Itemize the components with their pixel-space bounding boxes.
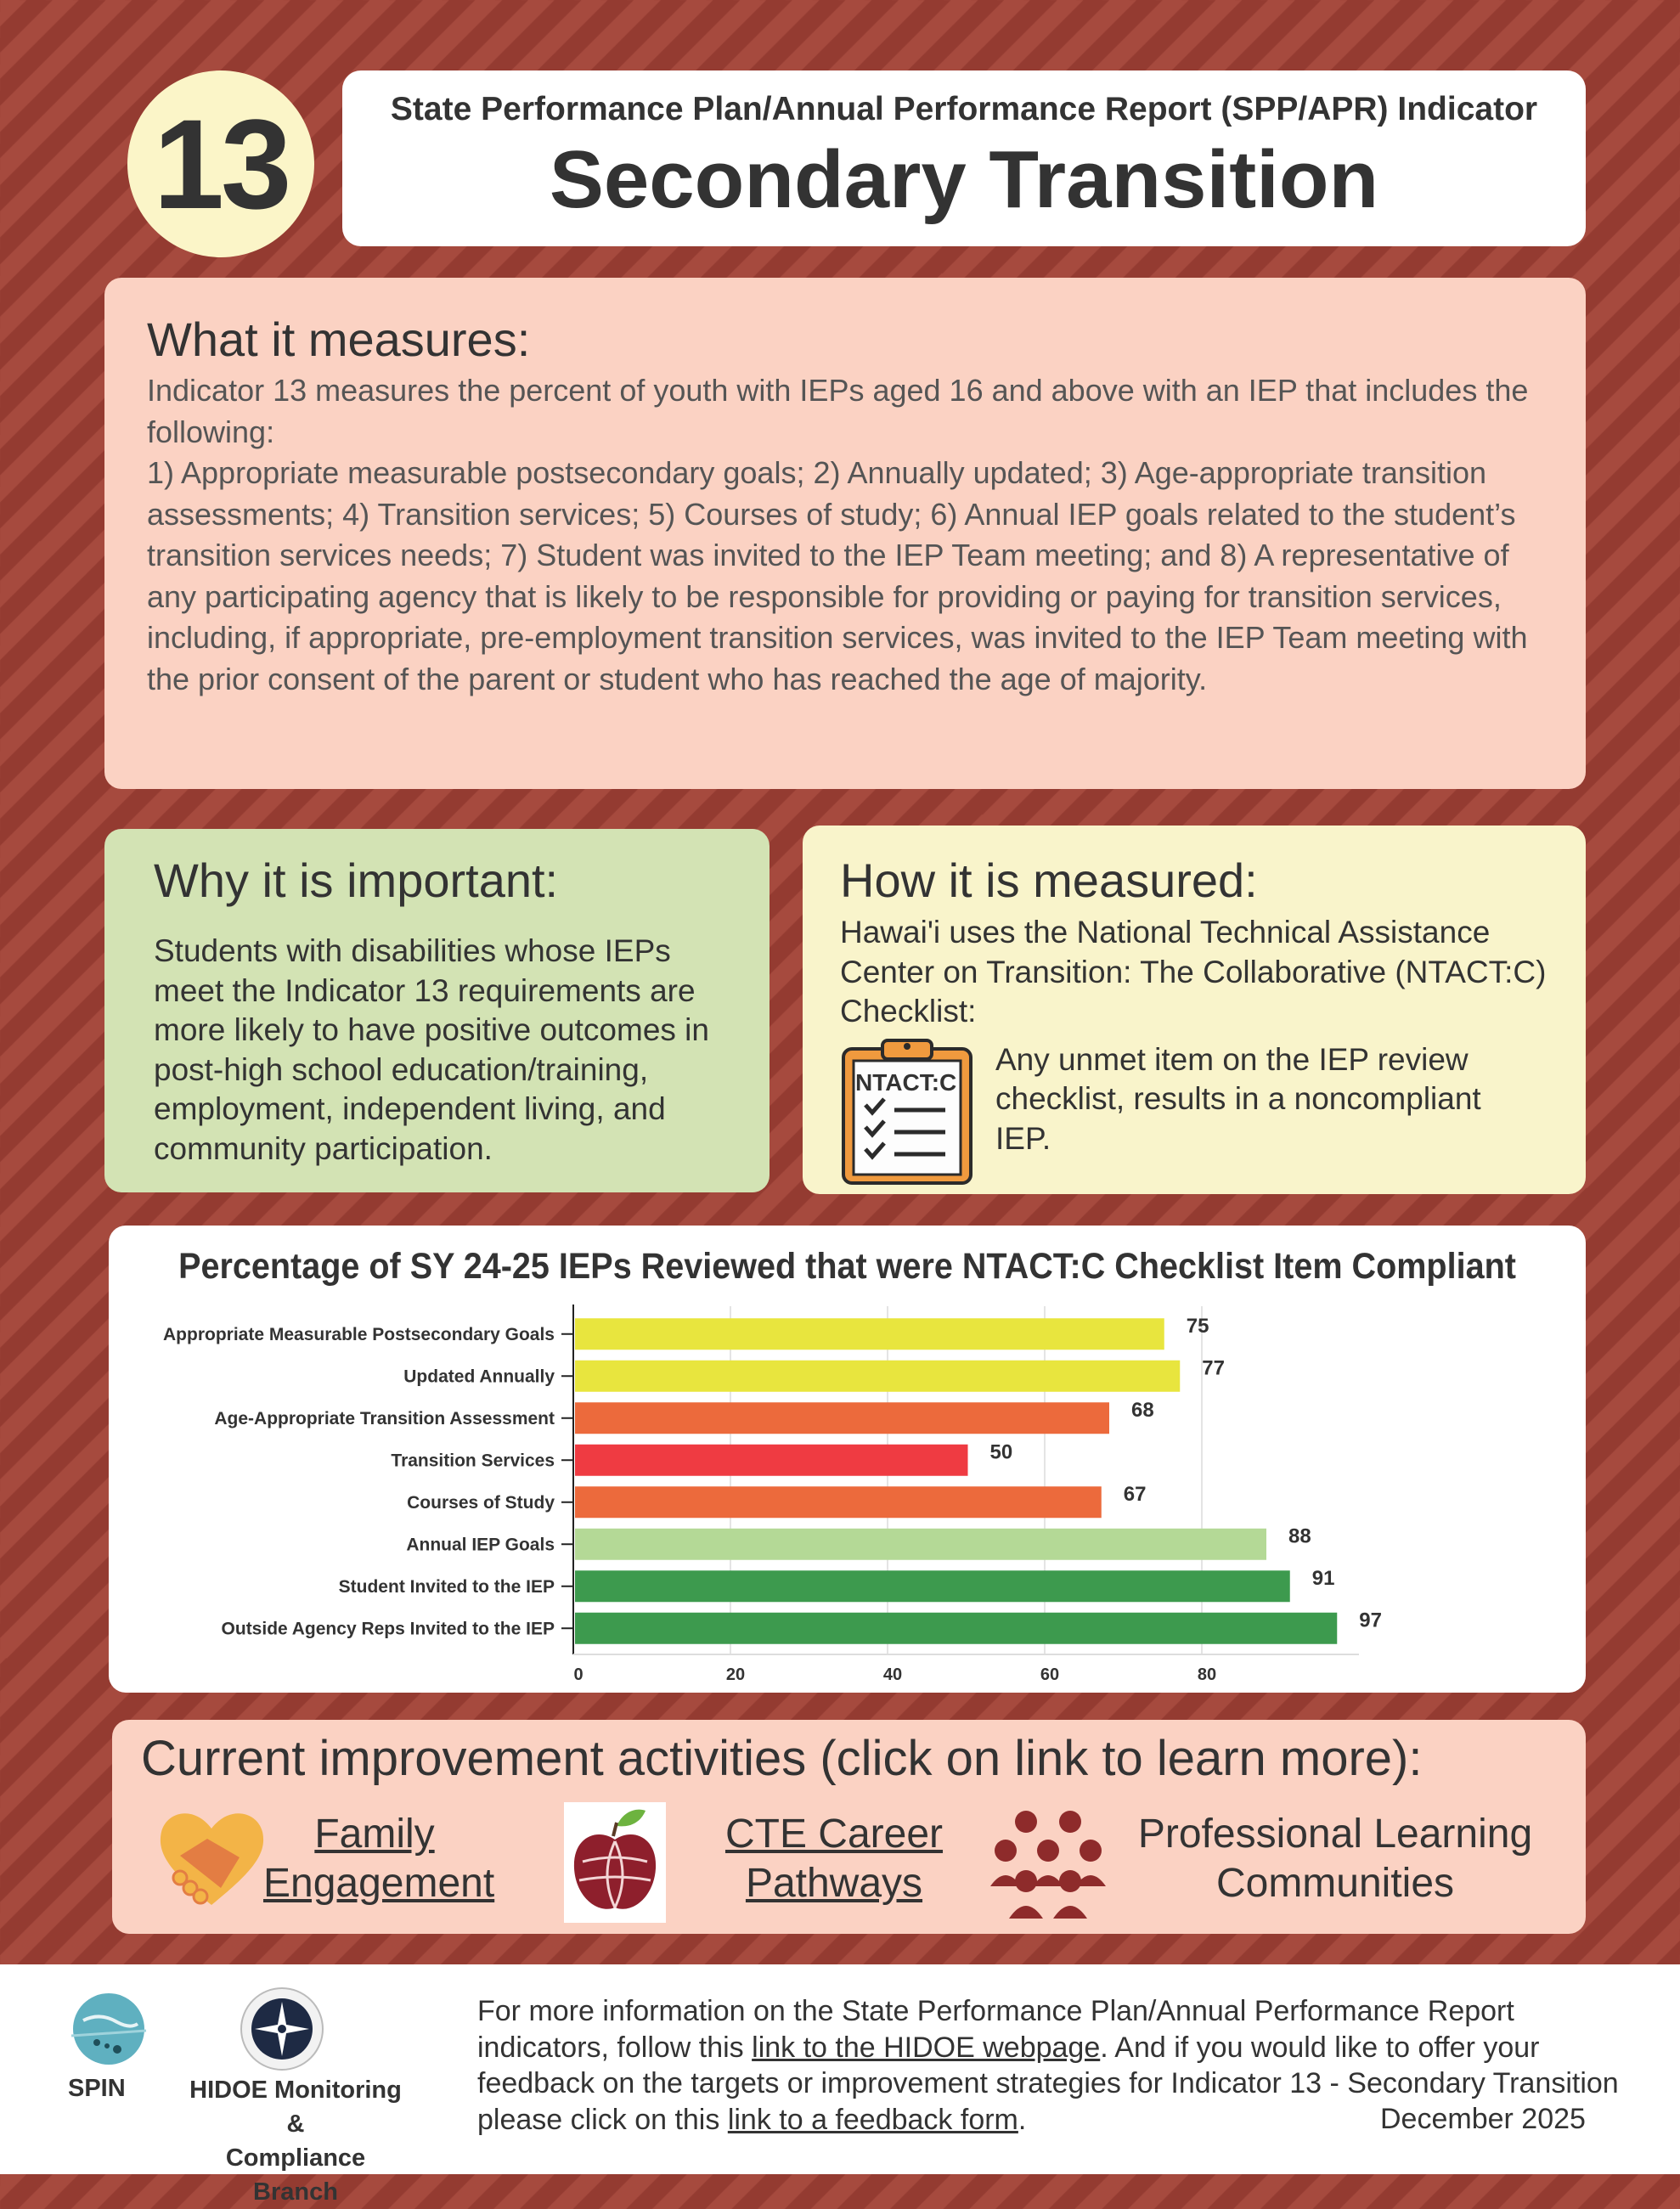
category-label: Outside Agency Reps Invited to the IEP [221,1619,555,1639]
bar [575,1445,968,1476]
clipboard-label: NTACT:C [855,1068,957,1096]
x-tick-label: 80 [1197,1665,1217,1684]
why-heading: Why it is important: [154,854,559,907]
cte-career-pathways-link[interactable]: CTE Career Pathways [724,1812,944,1906]
bar [575,1402,1109,1434]
category-label: Updated Annually [403,1367,555,1387]
compliance-chart-card [109,1226,1586,1693]
professional-learning-communities-link[interactable]: Professional Learning Communities [1137,1812,1533,1906]
title-card [342,70,1586,246]
x-tick-label: 20 [725,1665,746,1684]
how-measured-card [803,826,1586,1194]
how-body: Hawai'i uses the National Technical Assistance Center on Transition: The Collaborative (NTACT:C) Checklist: [840,915,1547,1028]
handshake-heart-icon [155,1805,269,1911]
category-label: Age-Appropriate Transition Assessment [214,1408,555,1429]
data-label: 97 [1359,1609,1382,1632]
category-label: Appropriate Measurable Postsecondary Goals [163,1324,555,1344]
improvement-activities-card [112,1720,1586,1934]
indicator-badge [127,70,314,257]
hidoe-compass-logo-icon [234,1985,330,2074]
data-label: 91 [1311,1566,1335,1590]
category-label: Transition Services [391,1451,555,1471]
family-engagement-link[interactable]: Family Engagement [263,1812,495,1906]
clipboard-checklist-icon [840,1037,976,1186]
data-label: 88 [1288,1524,1311,1548]
improve-heading: Current improvement activities (click on link to learn more): [141,1731,1423,1786]
indicator-number: 13 [153,92,289,235]
data-label: 77 [1202,1356,1225,1380]
spin-logo-icon [66,1986,151,2067]
compliance-bar-chart [109,1226,1586,1693]
data-label: 50 [989,1440,1013,1464]
category-label: Student Invited to the IEP [338,1576,555,1597]
people-group-icon [989,1808,1108,1920]
measures-details: 1) Appropriate measurable postsecondary goals; 2) Annually updated; 3) Age-appropriate transition assessments; 4) Transition services; 5) Courses of study; 6) Annual IEP goals related to the student’s transition services needs; 7) Student was invited to the IEP Team meeting; and 8) A representative of any participating agency that is likely to be responsible for providing or paying for transition services, including, if appropriate, pre-employment transition services, was invited to the IEP Team meeting with the prior consent of the parent or student who has reached the age of majority. [147,455,1528,696]
apple-globe-icon [564,1802,666,1923]
why-body: Students with disabilities whose IEPs meet the Indicator 13 requirements are more likely to have positive outcomes in post-high school education/training, employment, independent living, and community participation. [154,933,709,1166]
how-note: Any unmet item on the IEP review checklist, results in a noncompliant IEP. [995,1041,1481,1156]
data-label: 67 [1123,1482,1147,1506]
x-tick-label: 0 [573,1665,583,1684]
x-tick-label: 40 [882,1665,903,1684]
spin-label: SPIN [68,2075,126,2102]
measures-heading: What it measures: [147,313,531,366]
bar [575,1570,1290,1602]
category-label: Annual IEP Goals [406,1535,555,1555]
what-it-measures-card [104,278,1586,789]
x-tick-label: 60 [1040,1665,1060,1684]
why-important-card [104,829,770,1192]
measures-intro: Indicator 13 measures the percent of youth with IEPs aged 16 and above with an IEP that includes the following: [147,373,1529,449]
feedback-form-link[interactable]: link to a feedback form [727,2103,1018,2136]
bar [575,1486,1102,1518]
bar [575,1529,1266,1560]
footer-date: December 2025 [1380,2103,1586,2135]
how-heading: How it is measured: [840,854,1258,907]
category-label: Courses of Study [407,1492,555,1513]
page-title: Secondary Transition [549,134,1379,225]
hidoe-webpage-link[interactable]: link to the HIDOE webpage [752,2031,1101,2064]
bar [575,1318,1164,1350]
data-label: 68 [1131,1398,1154,1422]
page-subtitle: State Performance Plan/Annual Performance Report (SPP/APR) Indicator [390,91,1538,127]
bar [575,1613,1337,1644]
footer [0,1964,1680,2206]
chart-title: Percentage of SY 24-25 IEPs Reviewed that were NTACT:C Checklist Item Compliant [178,1246,1516,1287]
bar [575,1361,1180,1392]
hidoe-label: HIDOE Monitoring & Compliance Branch [189,2077,402,2206]
data-label: 75 [1186,1314,1209,1338]
footer-info: For more information on the State Performance Plan/Annual Performance Report indicators, follow this link to the HIDOE webpage. And if you would like to offer your feedback on the targets or improvement strategies for Indicator 13 - Secondary Transition please click on this link to a feedback form. [477,1995,1619,2136]
